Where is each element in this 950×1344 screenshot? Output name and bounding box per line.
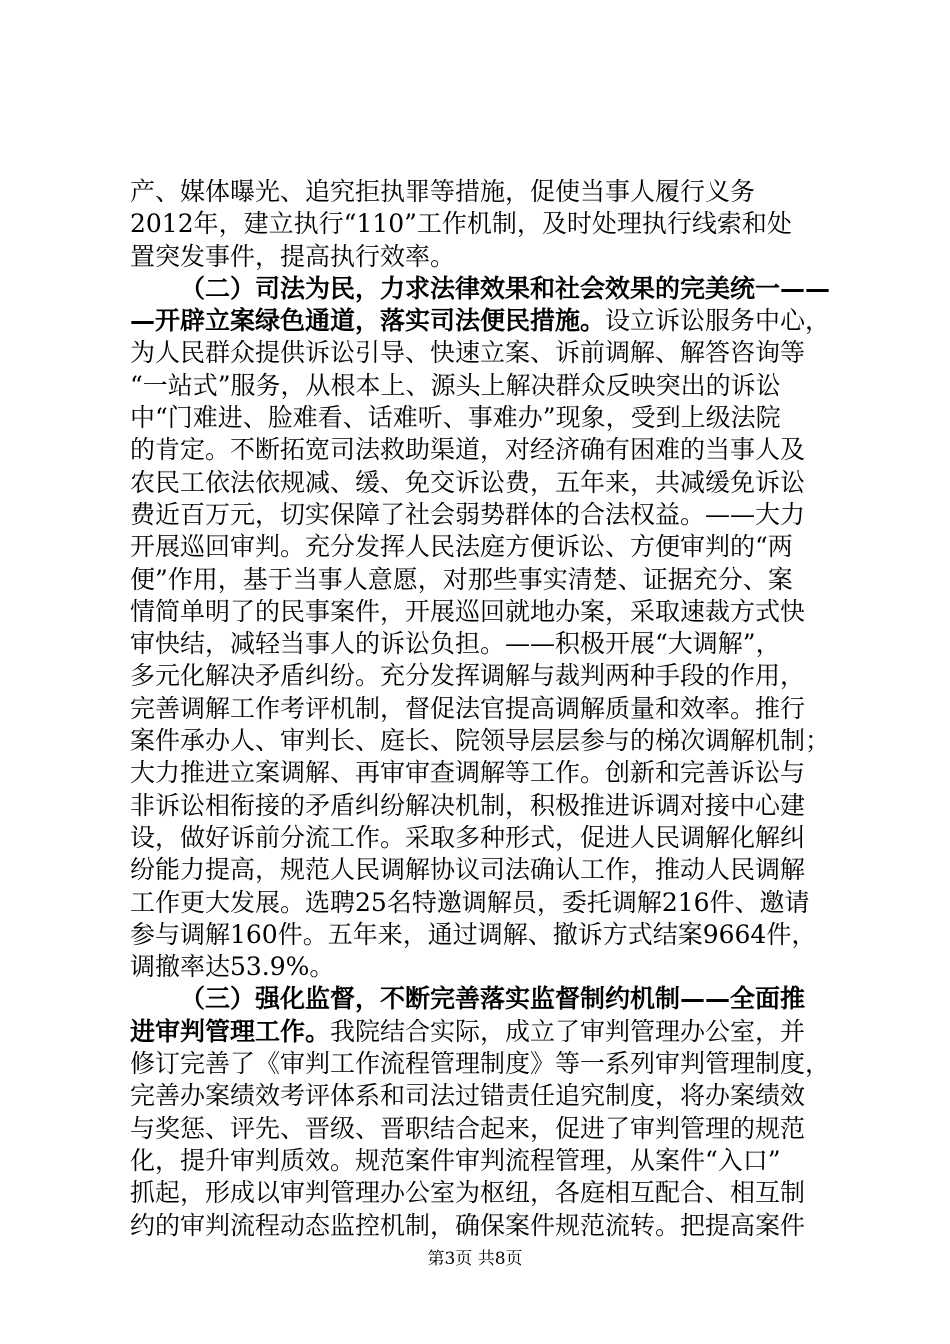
text-line: 产、媒体曝光、追究拒执罪等措施，促使当事人履行义务 [130,177,756,206]
subheading-bold: —开辟立案绿色通道，落实司法便民措施。 [130,306,606,336]
text-line: —开辟立案绿色通道，落实司法便民措施。设立诉讼服务中心， [130,306,831,336]
text-line: 为人民群众提供诉讼引导、快速立案、诉前调解、解答咨询等 [130,338,806,368]
text-line: “一站式”服务，从根本上、源头上解决群众反映突出的诉讼 [130,370,781,400]
text-line: 设，做好诉前分流工作。采取多种形式，促进人民调解化解纠 [130,822,806,852]
text-line: 情简单明了的民事案件，开展巡回就地办案，采取速裁方式快 [130,596,806,626]
text-line: 修订完善了《审判工作流程管理制度》等一系列审判管理制度， [130,1049,831,1079]
text-line: 农民工依法依规减、缓、免交诉讼费，五年来，共减缓免诉讼 [130,467,806,497]
text-line: 完善调解工作考评机制，督促法官提高调解质量和效率。推行 [130,693,806,723]
body-text [130,176,830,1242]
text-line: 中“门难进、脸难看、话难听、事难办”现象，受到上级法院 [130,403,781,433]
text-line: 抓起，形成以审判管理办公室为枢纽，各庭相互配合、相互制 [130,1178,806,1208]
text-line: 便”作用，基于当事人意愿，对那些事实清楚、证据充分、案 [130,564,793,594]
section-heading-line [130,983,830,1015]
section-heading-3: （三）强化监督，不断完善落实监督制约机制——全面推 [180,984,806,1014]
text-line: 置突发事件，提高执行效率。 [130,241,456,271]
text-line: 大力推进立案调解、再审审查调解等工作。创新和完善诉讼与 [130,758,806,788]
text-line: 与奖惩、评先、晋级、晋职结合起来，促进了审判管理的规范 [130,1113,806,1143]
text-line: 调撤率达53.9%。 [130,952,335,982]
text-line: 案件承办人、审判长、庭长、院领导层层参与的梯次调解机制； [130,726,831,756]
text-line: 进审判管理工作。我院结合实际，成立了审判管理办公室，并 [130,1016,806,1046]
text-line: 化，提升审判质效。规范案件审判流程管理，从案件“入口” [130,1145,781,1175]
text-line: 参与调解160件。五年来，通过调解、撤诉方式结案9664件， [130,919,817,949]
text-line: 多元化解决矛盾纠纷。充分发挥调解与裁判两种手段的作用， [130,661,806,691]
text-line: 开展巡回审判。充分发挥人民法庭方便诉讼、方便审判的“两 [130,532,793,562]
text-line: 约的审判流程动态监控机制，确保案件规范流转。把提高案件 [130,1210,806,1240]
subheading-bold: 进审判管理工作。 [130,1016,331,1046]
text-line: 非诉讼相衔接的矛盾纠纷解决机制，积极推进诉调对接中心建 [130,790,806,820]
text-line: 完善办案绩效考评体系和司法过错责任追究制度，将办案绩效 [130,1081,806,1111]
section-heading-line [130,273,830,305]
section-heading-2: （二）司法为民，力求法律效果和社会效果的完美统一—— [180,273,831,303]
text-line: 工作更大发展。选聘25名特邀调解员，委托调解216件、邀请 [130,887,810,917]
text-line: 纷能力提高，规范人民调解协议司法确认工作，推动人民调解 [130,855,806,885]
text-line: 的肯定。不断拓宽司法救助渠道，对经济确有困难的当事人及 [130,435,806,465]
page-number-footer: 第3页 共8页 [427,1249,523,1269]
text-line: 审快结，减轻当事人的诉讼负担。——积极开展“大调解”， [130,629,781,659]
text-line: 费近百万元，切实保障了社会弱势群体的合法权益。——大力 [130,499,806,529]
text-line: 2012年，建立执行“110”工作机制，及时处理执行线索和处 [130,209,792,239]
